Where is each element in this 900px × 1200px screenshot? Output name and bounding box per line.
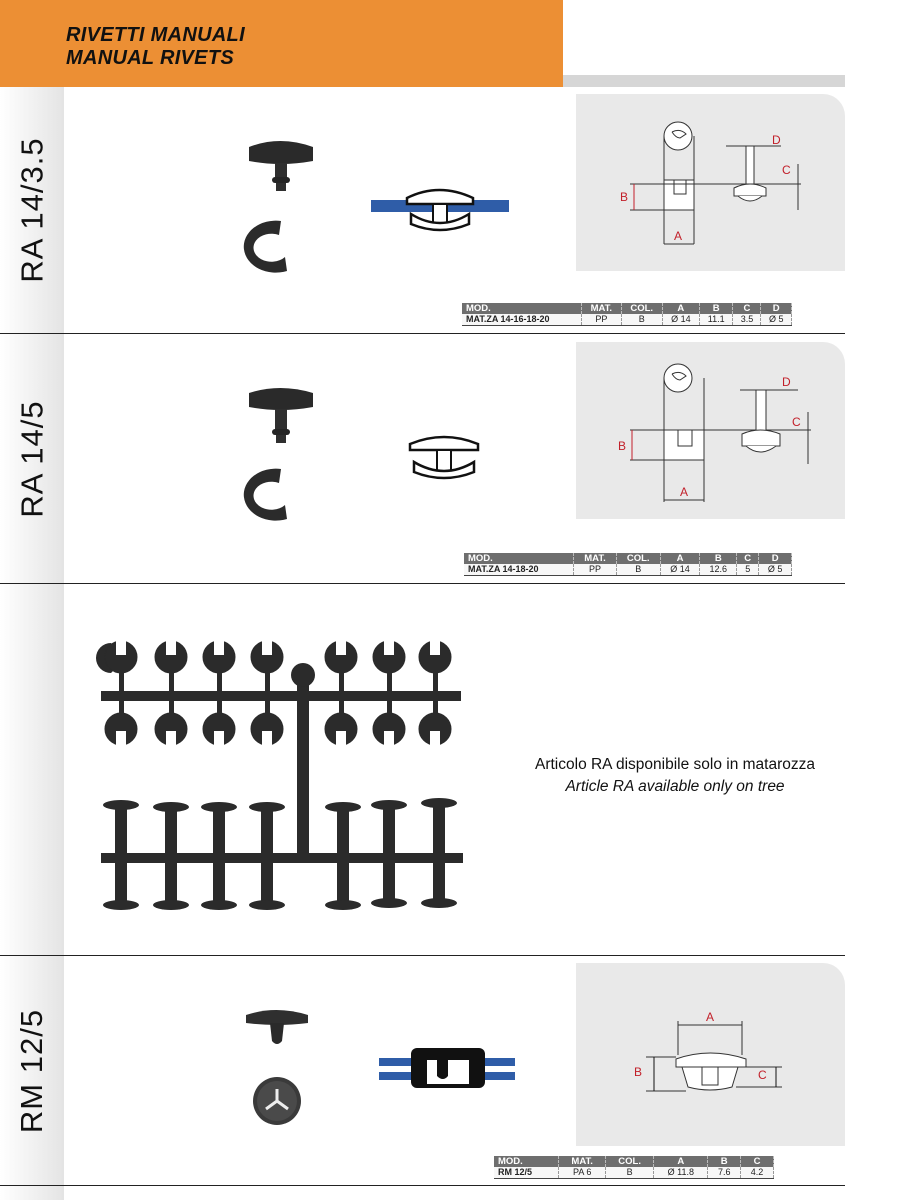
table-cell: PP xyxy=(574,564,616,576)
table-header: MAT. xyxy=(559,1156,606,1167)
table-row xyxy=(494,1167,774,1179)
dimension-drawing-rm-12-5 xyxy=(576,963,845,1146)
table-header: MAT. xyxy=(574,553,616,564)
catalog-header xyxy=(0,0,563,87)
table-header: B xyxy=(699,303,733,314)
table-header: COL. xyxy=(605,1156,653,1167)
section-divider xyxy=(0,955,845,956)
table-cell: Ø 5 xyxy=(759,564,792,576)
table-header: C xyxy=(733,303,761,314)
technical-drawing-panel-1 xyxy=(576,94,845,271)
technical-drawing-panel-3 xyxy=(576,963,845,1146)
section-divider xyxy=(0,1185,845,1186)
section-label-ra-14-5: RA 14/5 xyxy=(14,399,50,518)
rivet-section-drawing-rm-12-5 xyxy=(375,1040,520,1095)
table-header: A xyxy=(654,1156,708,1167)
table-cell: 3.5 xyxy=(733,314,761,326)
table-cell: B xyxy=(616,564,660,576)
table-cell: MAT.ZA 14-18-20 xyxy=(464,564,574,576)
rivet-photo-ra-14-3-5 xyxy=(235,135,335,285)
table-header: B xyxy=(708,1156,741,1167)
svg-text:A: A xyxy=(706,1010,715,1024)
section-divider xyxy=(0,583,845,584)
table-header: COL. xyxy=(621,303,662,314)
table-row xyxy=(464,564,792,576)
tree-availability-note xyxy=(505,754,845,798)
table-cell: 11.1 xyxy=(699,314,733,326)
svg-text:C: C xyxy=(792,415,801,429)
technical-drawing-panel-2 xyxy=(576,342,845,519)
table-header: MOD. xyxy=(462,303,582,314)
table-cell: MAT.ZA 14-16-18-20 xyxy=(462,314,582,326)
svg-text:D: D xyxy=(782,375,791,389)
section-divider xyxy=(0,333,845,334)
spec-table-ra-14-3-5 xyxy=(462,303,792,326)
svg-text:B: B xyxy=(618,439,627,453)
table-cell: 4.2 xyxy=(741,1167,774,1179)
svg-text:D: D xyxy=(772,133,781,147)
table-header: C xyxy=(741,1156,774,1167)
table-header: A xyxy=(660,553,700,564)
spec-table-ra-14-5 xyxy=(464,553,792,576)
rivet-photo-rm-12-5 xyxy=(238,1005,318,1125)
header-divider xyxy=(563,75,845,87)
svg-text:A: A xyxy=(674,229,683,243)
svg-text:B: B xyxy=(634,1065,643,1079)
table-cell: B xyxy=(605,1167,653,1179)
table-header: D xyxy=(761,303,792,314)
table-cell: Ø 5 xyxy=(761,314,792,326)
table-cell: 12.6 xyxy=(700,564,737,576)
table-cell: Ø 14 xyxy=(662,314,699,326)
svg-text:C: C xyxy=(758,1068,767,1082)
note-english: Article RA available only on tree xyxy=(565,778,785,795)
table-cell: Ø 11.8 xyxy=(654,1167,708,1179)
table-header: MOD. xyxy=(464,553,574,564)
section-label-rm-12-5: RM 12/5 xyxy=(14,1008,50,1133)
table-header: D xyxy=(759,553,792,564)
table-header: MAT. xyxy=(582,303,622,314)
rivet-section-drawing-ra-14-5 xyxy=(400,428,490,488)
table-row xyxy=(462,314,792,326)
table-cell: RM 12/5 xyxy=(494,1167,559,1179)
spec-table-rm-12-5 xyxy=(494,1156,774,1179)
table-header: C xyxy=(737,553,759,564)
rivet-tree-photo xyxy=(95,635,475,915)
table-header: MOD. xyxy=(494,1156,559,1167)
rivet-section-drawing-ra-14-3-5 xyxy=(365,180,515,240)
table-cell: PP xyxy=(582,314,622,326)
header-title-en: MANUAL RIVETS xyxy=(66,47,234,69)
table-header: A xyxy=(662,303,699,314)
svg-text:A: A xyxy=(680,485,689,499)
table-cell: Ø 14 xyxy=(660,564,700,576)
table-cell: 7.6 xyxy=(708,1167,741,1179)
dimension-drawing-ra-14-5 xyxy=(576,342,845,519)
dimension-drawing-ra-14-3-5 xyxy=(576,94,845,271)
table-cell: PA 6 xyxy=(559,1167,606,1179)
rivet-photo-ra-14-5 xyxy=(235,385,335,535)
table-cell: 5 xyxy=(737,564,759,576)
header-title-it: RIVETTI MANUALI xyxy=(66,24,245,46)
table-cell: B xyxy=(621,314,662,326)
section-label-ra-14-3-5: RA 14/3.5 xyxy=(14,137,50,283)
svg-text:B: B xyxy=(620,190,629,204)
table-header: B xyxy=(700,553,737,564)
note-italian: Articolo RA disponibile solo in matarozza xyxy=(535,756,815,773)
svg-text:C: C xyxy=(782,163,791,177)
table-header: COL. xyxy=(616,553,660,564)
